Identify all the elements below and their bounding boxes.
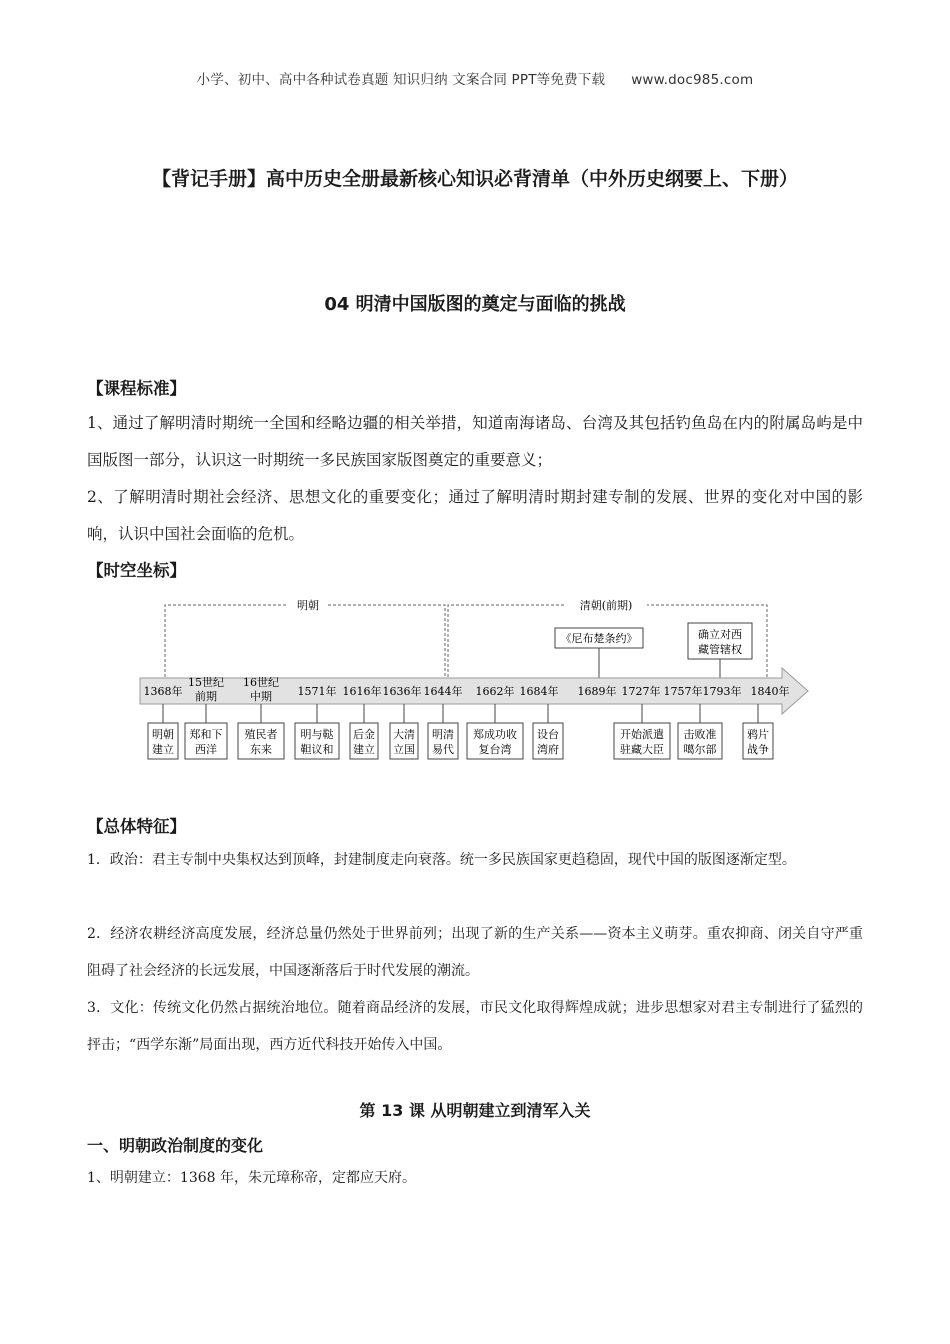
event-label: 建立 — [353, 743, 375, 756]
event-label: 复台湾 — [478, 743, 512, 756]
year-label: 1644年 — [423, 685, 463, 698]
year-label: 1684年 — [519, 685, 559, 698]
year-label: 15世纪前期 — [188, 676, 224, 703]
event-label: 噶尔部 — [683, 743, 717, 756]
overall-item: 3．文化：传统文化仍然占据统治地位。随着商品经济的发展，市民文化取得辉煌成就；进步思想家对君主专制进行了猛烈的抨击；“西学东渐”局面出现，西方近代科技开始传入中国。 — [87, 1000, 863, 1053]
event-label: 立国 — [393, 743, 415, 756]
period-brackets — [165, 605, 767, 682]
section-heading: 一、明朝政治制度的变化 — [87, 1136, 264, 1155]
event-label: 靼议和 — [300, 743, 334, 756]
event-label: 西洋 — [195, 743, 217, 756]
event-label: 明清 — [432, 728, 454, 741]
year-label: 16世纪中期 — [243, 676, 279, 703]
year-label: 1757年 — [663, 685, 703, 698]
event-label: 易代 — [432, 743, 454, 756]
header-url[interactable]: www.doc985.com — [631, 72, 754, 88]
curriculum-heading: 【课程标准】 — [87, 379, 186, 398]
event-label: 殖民者 — [244, 728, 278, 741]
event-label: 东来 — [250, 743, 272, 756]
header-text: 小学、初中、高中各种试卷真题 知识归纳 文案合同 PPT等免费下载 — [196, 72, 606, 88]
timeline-heading: 【时空坐标】 — [87, 561, 186, 580]
period-label-qing: 清朝(前期) — [579, 599, 633, 612]
year-label: 1727年 — [621, 685, 661, 698]
tibet-label-2: 藏管辖权 — [698, 643, 742, 656]
tibet-label-1: 确立对西 — [698, 628, 742, 641]
ming-bracket — [165, 605, 445, 682]
year-label: 1689年 — [577, 685, 617, 698]
curriculum-item: 2、了解明清时期社会经济、思想文化的重要变化；通过了解明清时期封建专制的发展、世界的变化对中国的影响，认识中国社会面临的危机。 — [87, 488, 863, 543]
event-label: 明与鞑 — [300, 728, 334, 741]
page-header — [0, 68, 950, 88]
year-label: 1793年 — [702, 685, 742, 698]
year-label: 1616年 — [342, 685, 382, 698]
year-label: 1662年 — [475, 685, 515, 698]
year-label: 1571年 — [297, 685, 337, 698]
overall-item: 2．经济农耕经济高度发展，经济总量仍然处于世界前列；出现了新的生产关系——资本主义萌芽。重农抑商、闭关自守严重阻碍了社会经济的长远发展，中国逐渐落后于时代发展的潮流。 — [87, 926, 863, 979]
year-label: 1840年 — [750, 685, 790, 698]
lesson-title: 第 13 课 从明朝建立到清军入关 — [359, 1101, 591, 1120]
year-label: 1636年 — [382, 685, 422, 698]
event-label: 建立 — [152, 743, 174, 756]
nerchinsk-label: 《尼布楚条约》 — [560, 632, 638, 645]
event-label: 击败准 — [683, 728, 717, 741]
chapter-title: 04 明清中国版图的奠定与面临的挑战 — [324, 294, 626, 315]
event-label: 后金 — [353, 728, 375, 741]
event-label: 大清 — [393, 728, 415, 741]
timeline-diagram — [130, 590, 820, 765]
event-label: 驻藏大臣 — [620, 743, 664, 756]
year-label: 1368年 — [143, 685, 183, 698]
event-label: 战争 — [747, 743, 769, 756]
event-label: 鸦片 — [747, 728, 769, 741]
period-label-ming: 明朝 — [297, 599, 319, 612]
event-label: 开始派遣 — [620, 728, 664, 741]
curriculum-item: 1、通过了解明清时期统一全国和经略边疆的相关举措，知道南海诸岛、台湾及其包括钓鱼岛在内的附属岛屿是中国版图一部分，认识这一时期统一多民族国家版图奠定的重要意义； — [87, 414, 863, 469]
document-title: 【背记手册】高中历史全册最新核心知识必背清单（中外历史纲要上、下册） — [151, 168, 798, 190]
event-label: 明朝 — [152, 728, 174, 741]
event-label: 郑成功收 — [473, 728, 517, 741]
overall-item: 1．政治：君主专制中央集权达到顶峰，封建制度走向衰落。统一多民族国家更趋稳固，现代中国的版图逐渐定型。 — [87, 852, 796, 868]
event-label: 设台 — [537, 728, 559, 741]
lesson-line: 1、明朝建立：1368 年，朱元璋称帝，定都应天府。 — [87, 1170, 416, 1186]
event-label: 湾府 — [537, 743, 559, 756]
event-label: 郑和下 — [189, 728, 223, 741]
overall-heading: 【总体特征】 — [87, 817, 186, 836]
